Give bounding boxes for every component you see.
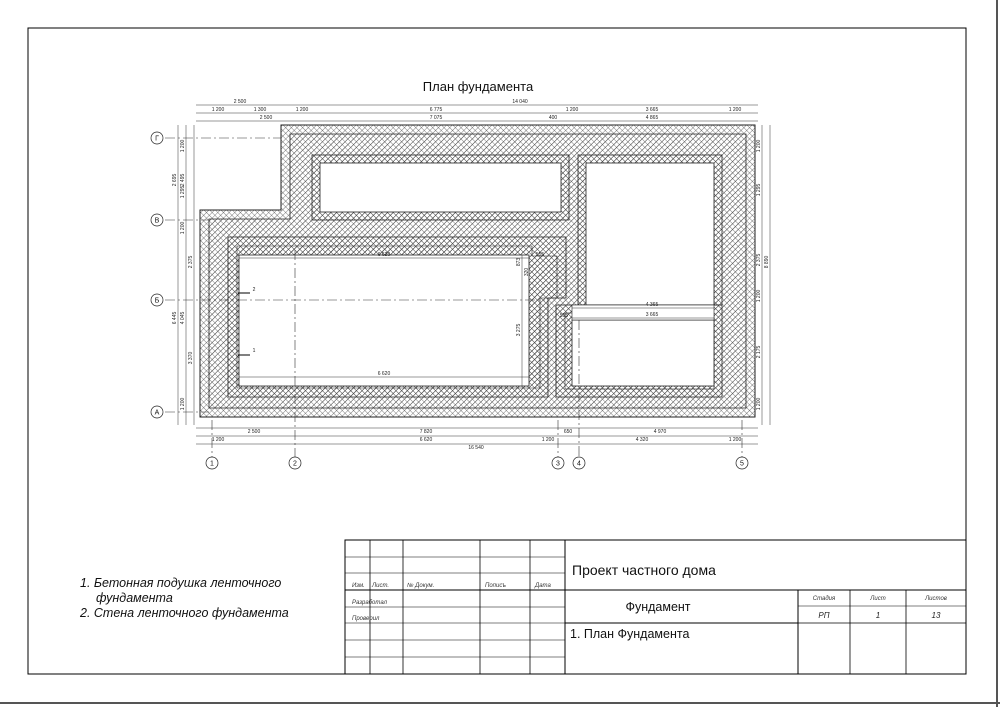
note-1: 1. Бетонная подушка ленточного — [80, 576, 282, 590]
axis-5: 5 — [740, 460, 744, 468]
svg-text:1 300: 1 300 — [253, 107, 267, 113]
stage-label: Стадия — [812, 596, 836, 602]
svg-text:1 200: 1 200 — [728, 107, 742, 113]
svg-text:1 200: 1 200 — [211, 107, 225, 113]
svg-text:1 200: 1 200 — [728, 437, 742, 443]
svg-text:6 445: 6 445 — [172, 311, 178, 325]
drawing-title: План фундамента — [422, 79, 534, 94]
svg-text:2 500: 2 500 — [233, 99, 247, 105]
axis-3: 3 — [556, 460, 560, 468]
section-mark-2: 2 — [252, 287, 256, 293]
checked-label: Проверил — [352, 616, 380, 622]
svg-text:7 820: 7 820 — [419, 429, 433, 435]
header-sign: Пописъ — [485, 583, 506, 589]
svg-text:1 295: 1 295 — [756, 183, 762, 197]
svg-text:6 620: 6 620 — [377, 252, 391, 258]
svg-text:3 665: 3 665 — [645, 107, 659, 113]
svg-text:2 695: 2 695 — [172, 173, 178, 187]
object-name: Фундамент — [625, 600, 691, 614]
stage-value: РП — [818, 611, 830, 620]
svg-text:2 500: 2 500 — [247, 429, 261, 435]
note-1-cont: фундамента — [96, 591, 173, 605]
svg-text:3 275: 3 275 — [516, 323, 522, 337]
project-name: Проект частного дома — [572, 562, 716, 578]
axis-b: Б — [154, 297, 160, 305]
svg-text:1 295: 1 295 — [180, 185, 186, 199]
svg-text:1 200: 1 200 — [295, 107, 309, 113]
svg-text:320: 320 — [524, 267, 530, 277]
svg-text:4 320: 4 320 — [635, 437, 649, 443]
svg-text:555: 555 — [535, 252, 545, 258]
svg-text:1 200: 1 200 — [756, 139, 762, 153]
svg-text:650: 650 — [563, 429, 573, 435]
foundation-plan — [165, 125, 755, 462]
svg-text:6 620: 6 620 — [377, 371, 391, 377]
axis-4: 4 — [577, 460, 581, 468]
axis-v: В — [154, 217, 160, 225]
svg-text:1 200: 1 200 — [541, 437, 555, 443]
sheets-label: Листов — [925, 596, 947, 602]
legend-notes — [80, 576, 289, 621]
sheet-value: 1 — [875, 611, 881, 620]
svg-text:4 865: 4 865 — [645, 115, 659, 121]
svg-text:4 045: 4 045 — [180, 311, 186, 325]
header-izm: Изм. — [352, 583, 365, 589]
svg-text:2 375: 2 375 — [756, 253, 762, 267]
svg-text:14 040: 14 040 — [512, 99, 528, 105]
svg-text:1 200: 1 200 — [756, 397, 762, 411]
header-doc: № Докум. — [407, 583, 435, 589]
sheet-name: 1. План Фундамента — [570, 627, 690, 641]
header-date: Дата — [535, 583, 551, 589]
svg-text:6 775: 6 775 — [429, 107, 443, 113]
svg-text:555: 555 — [559, 313, 569, 319]
developed-label: Разработал — [352, 600, 387, 606]
svg-text:1 200: 1 200 — [180, 397, 186, 411]
sheet-label: Лист — [870, 596, 886, 602]
axis-g: Г — [155, 135, 159, 143]
svg-text:6 620: 6 620 — [419, 437, 433, 443]
svg-text:3 665: 3 665 — [645, 312, 659, 318]
title-block-text — [352, 562, 947, 641]
svg-text:8 890: 8 890 — [764, 255, 770, 269]
svg-text:2 500: 2 500 — [259, 115, 273, 121]
top-dimensions — [212, 99, 742, 121]
svg-text:16 540: 16 540 — [468, 445, 484, 451]
bottom-dimensions — [212, 429, 742, 451]
svg-text:4 970: 4 970 — [653, 429, 667, 435]
svg-text:2 495: 2 495 — [180, 173, 186, 187]
svg-text:1 200: 1 200 — [756, 289, 762, 303]
svg-text:3 370: 3 370 — [188, 351, 194, 365]
svg-text:400: 400 — [548, 115, 558, 121]
section-mark-1: 1 — [252, 348, 256, 354]
svg-text:4 365: 4 365 — [645, 302, 659, 308]
svg-text:873: 873 — [516, 257, 522, 267]
axis-2: 2 — [293, 460, 297, 468]
svg-text:1 200: 1 200 — [565, 107, 579, 113]
svg-text:1 200: 1 200 — [180, 221, 186, 235]
left-dimensions — [172, 140, 194, 411]
axis-1: 1 — [210, 460, 214, 468]
sheets-value: 13 — [931, 611, 941, 620]
svg-text:1 200: 1 200 — [211, 437, 225, 443]
svg-text:2 375: 2 375 — [188, 255, 194, 269]
svg-text:1 200: 1 200 — [180, 139, 186, 153]
right-dimensions — [756, 140, 770, 411]
svg-text:2 175: 2 175 — [756, 345, 762, 359]
svg-text:7 075: 7 075 — [429, 115, 443, 121]
header-list: Лист. — [372, 583, 390, 589]
note-2: 2. Стена ленточного фундамента — [80, 606, 289, 620]
axis-a: А — [154, 409, 160, 417]
